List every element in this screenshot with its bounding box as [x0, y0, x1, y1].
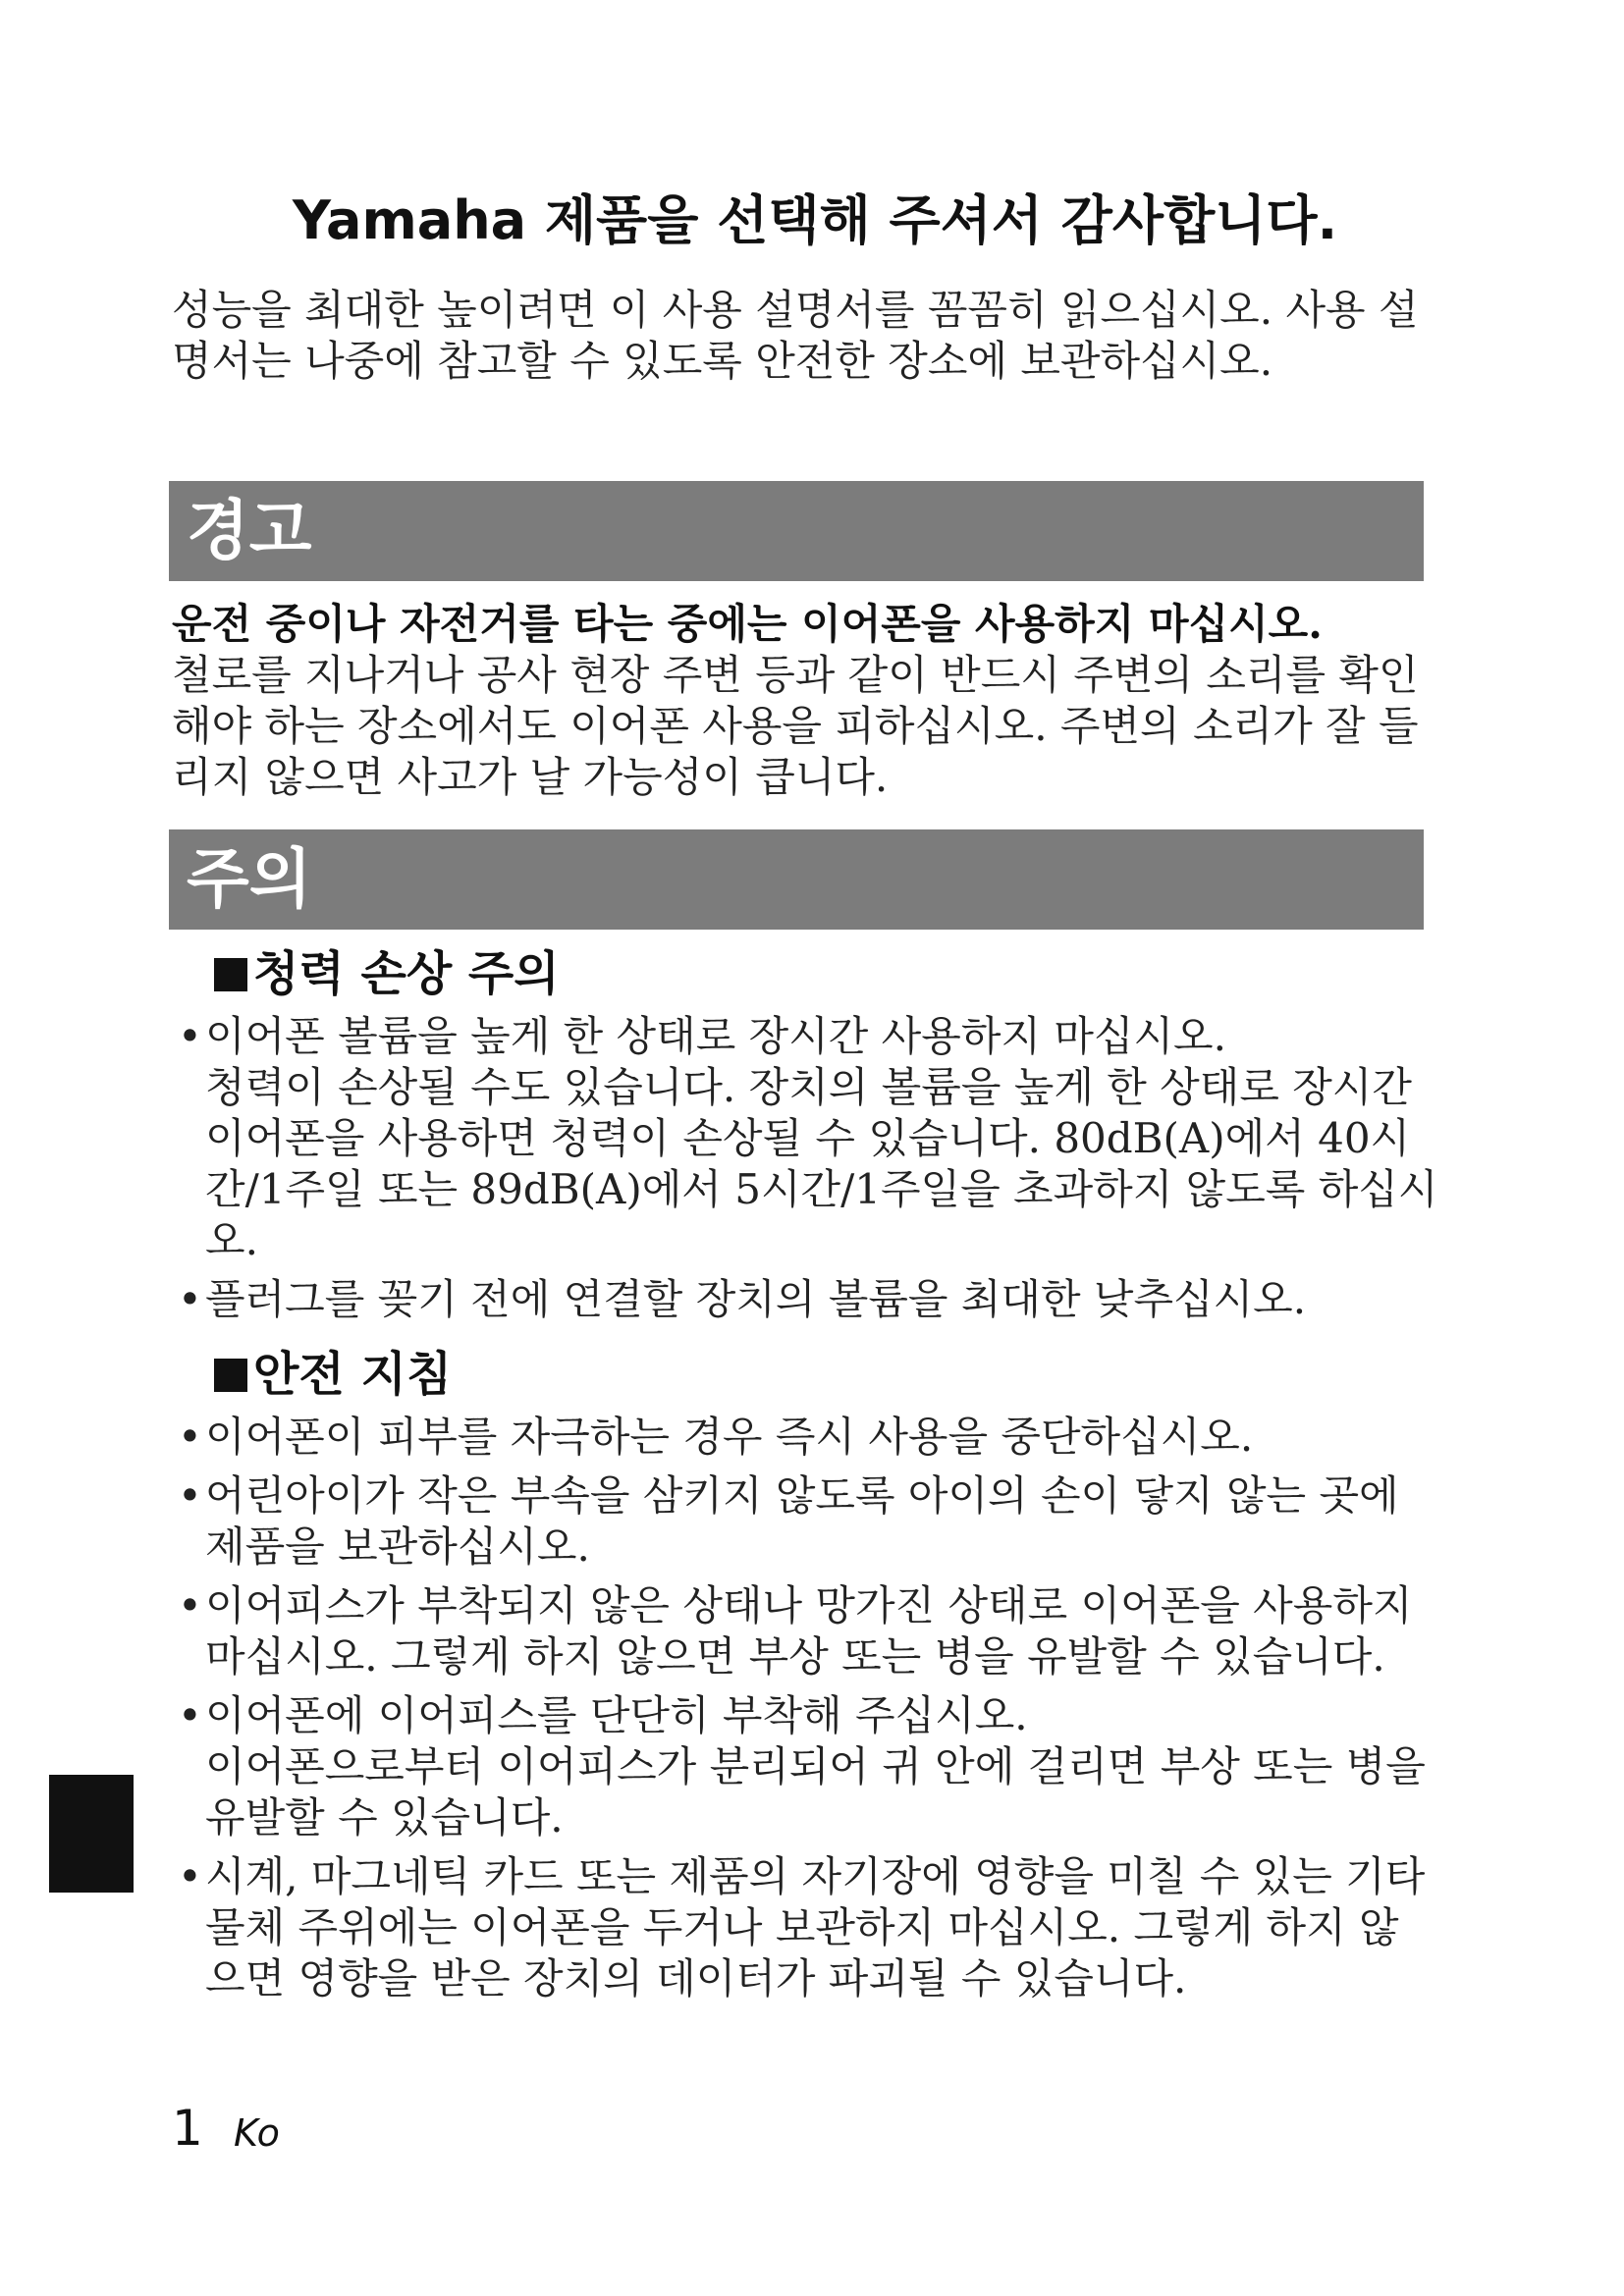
list-item-text: 이어피스가 부착되지 않은 상태나 망가진 상태로 이어폰을 사용하지 마십시오. 그렇게 하지 않으면 부상 또는 병을 유발할 수 있습니다. — [205, 1581, 1413, 1681]
list-item-text: 이어폰 볼륨을 높게 한 상태로 장시간 사용하지 마십시오. 청력이 손상될 수도 있습니다. 장치의 볼륨을 높게 한 상태로 장시간 이어폰을 사용하면 청력이 손상될 수 있습니다. 80dB(A)에서 40시간/1주일 또는 89dB(A)에서 5시간/1주일을 초과하지 않도록 하십시오. — [205, 1012, 1438, 1264]
list-item-text: 어린아이가 작은 부속을 삼키지 않도록 아이의 손이 닿지 않는 곳에 제품을 보관하십시오. — [205, 1471, 1399, 1571]
list-item — [172, 1690, 1438, 1843]
warning-heading: 경고 — [169, 481, 1424, 581]
safety-list — [172, 1412, 1438, 2012]
list-item — [172, 1274, 1438, 1325]
bullet-icon: • — [178, 1691, 202, 1739]
square-bullet-icon — [214, 1359, 247, 1392]
list-item — [172, 1580, 1438, 1682]
page-title: Yamaha 제품을 선택해 주셔서 감사합니다. — [292, 189, 1338, 251]
intro-paragraph: 성능을 최대한 높이려면 이 사용 설명서를 꼼꼼히 읽으십시오. 사용 설명서는 나중에 참고할 수 있도록 안전한 장소에 보관하십시오. — [172, 286, 1419, 385]
caution-heading: 주의 — [169, 829, 1424, 930]
bullet-icon: • — [178, 1581, 202, 1629]
list-item — [172, 1412, 1438, 1463]
list-item — [172, 1851, 1438, 2004]
hearing-subheading-text: 청력 손상 주의 — [253, 946, 560, 1001]
warning-lead: 운전 중이나 자전거를 타는 중에는 이어폰을 사용하지 마십시오. — [172, 600, 1323, 648]
section-thumb-tab — [49, 1775, 134, 1893]
page-language: Ko — [234, 2111, 280, 2155]
square-bullet-icon — [214, 958, 247, 991]
bullet-icon: • — [178, 1012, 202, 1060]
safety-subheading — [214, 1345, 452, 1404]
warning-block — [172, 599, 1448, 803]
page-number: 1 — [172, 2100, 203, 2157]
list-item — [172, 1470, 1438, 1573]
hearing-subheading — [214, 944, 560, 1003]
list-item-text: 시계, 마그네틱 카드 또는 제품의 자기장에 영향을 미칠 수 있는 기타 물체 주위에는 이어폰을 두거나 보관하지 마십시오. 그렇게 하지 않으면 영향을 받은 장치의 데이터가 파괴될 수 있습니다. — [205, 1852, 1426, 2002]
list-item-text: 이어폰에 이어피스를 단단히 부착해 주십시오. 이어폰으로부터 이어피스가 분리되어 귀 안에 걸리면 부상 또는 병을 유발할 수 있습니다. — [205, 1691, 1426, 1842]
list-item-text: 플러그를 꽂기 전에 연결할 장치의 볼륨을 최대한 낮추십시오. — [205, 1275, 1307, 1323]
bullet-icon: • — [178, 1413, 202, 1461]
bullet-icon: • — [178, 1471, 202, 1520]
bullet-icon: • — [178, 1275, 202, 1323]
hearing-list — [172, 1011, 1438, 1333]
warning-body: 철로를 지나거나 공사 현장 주변 등과 같이 반드시 주변의 소리를 확인해야 하는 장소에서도 이어폰 사용을 피하십시오. 주변의 소리가 잘 들리지 않으면 사고가 날 가능성이 큽니다. — [172, 651, 1419, 801]
list-item — [172, 1011, 1438, 1266]
safety-subheading-text: 안전 지침 — [253, 1347, 453, 1402]
bullet-icon: • — [178, 1852, 202, 1900]
list-item-text: 이어폰이 피부를 자극하는 경우 즉시 사용을 중단하십시오. — [205, 1413, 1254, 1461]
